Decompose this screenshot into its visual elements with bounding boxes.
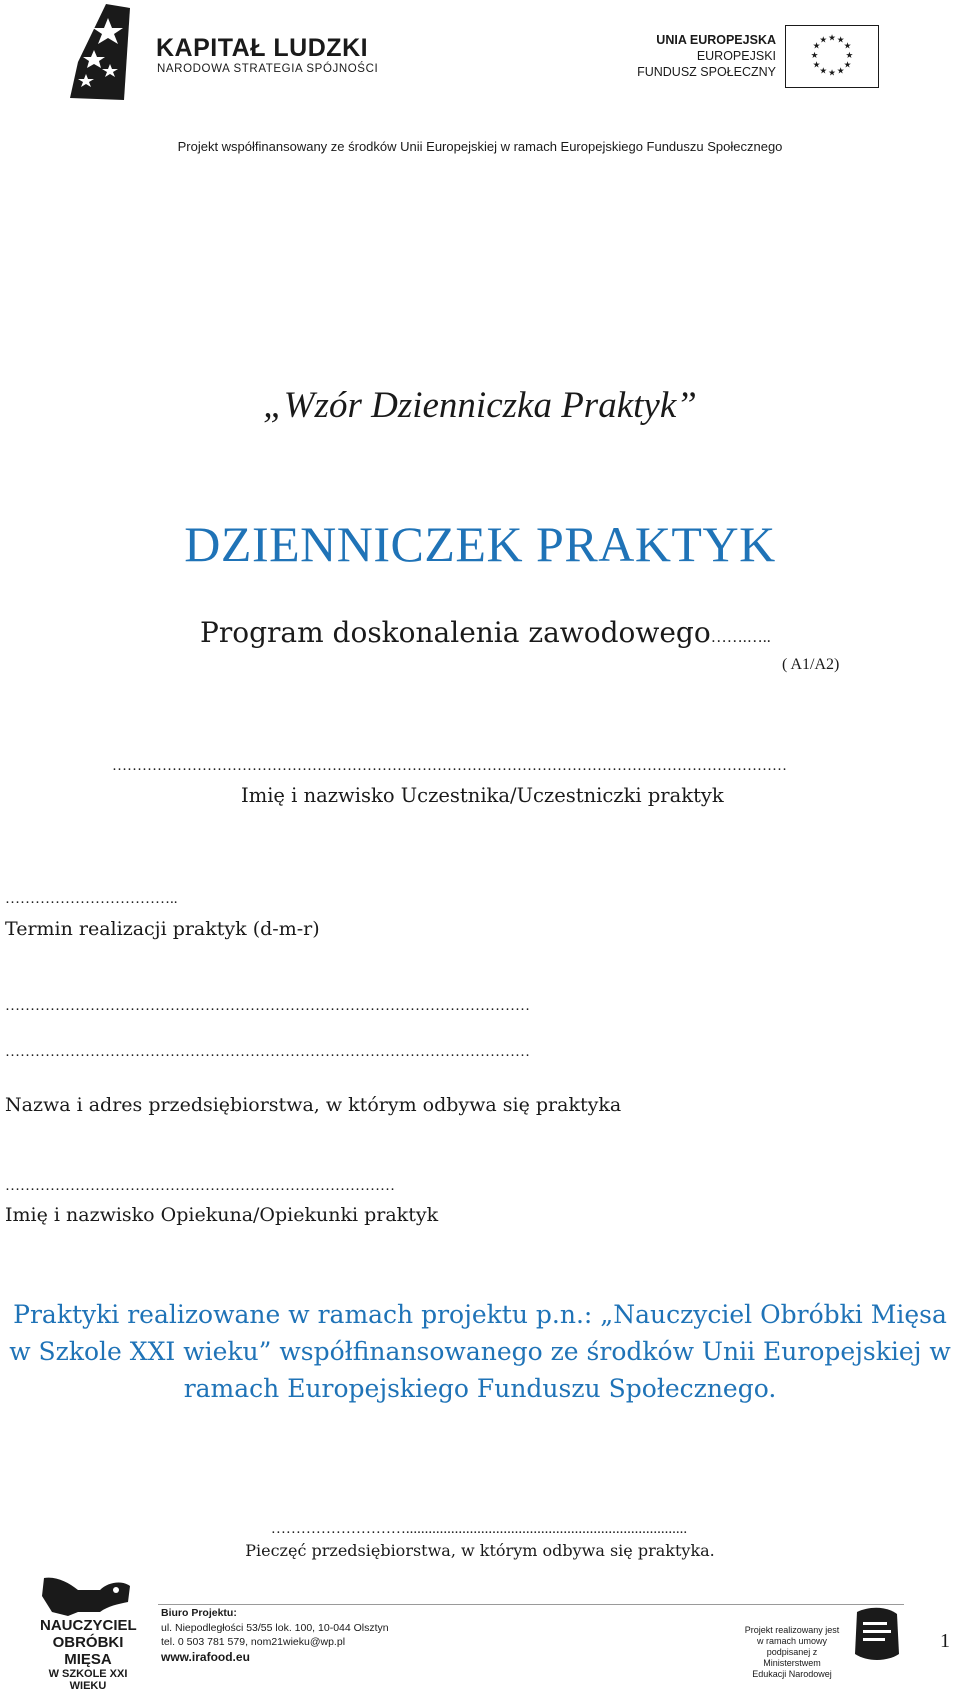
company-address-field-2[interactable]: ……………………………………………………………………………………………: [5, 1044, 530, 1060]
company-address-label: Nazwa i adres przedsiębiorstwa, w którym odbywa się praktyka: [5, 1094, 622, 1116]
office-address: ul. Niepodległości 53/55 lok. 100, 10-044 Olsztyn: [161, 1621, 389, 1634]
page-number: 1: [940, 1630, 950, 1652]
mentor-name-label: Imię i nazwisko Opiekuna/Opiekunki praktyk: [5, 1204, 439, 1226]
project-line-1: Praktyki realizowane w ramach projektu p.n.: „Nauczyciel Obróbki Mięsa: [13, 1300, 947, 1329]
project-line-3: ramach Europejskiego Funduszu Społecznego.: [183, 1374, 777, 1403]
program-label: Program doskonalenia zawodowego: [200, 616, 711, 649]
svg-text:★: ★: [845, 50, 854, 61]
svg-text:★: ★: [819, 35, 828, 46]
participant-name-field[interactable]: ………………………………………………………………………………………………………………………: [112, 758, 787, 774]
svg-text:★: ★: [828, 33, 836, 44]
company-stamp-label: Pieczęć przedsiębiorstwa, w którym odbywa się praktyka.: [245, 1541, 715, 1560]
eu-flag-icon: [785, 25, 879, 88]
ministry-line-2: w ramach umowy: [756, 1636, 828, 1646]
program-line: [200, 616, 771, 649]
svg-text:★: ★: [828, 68, 836, 79]
kapital-ludzki-title: KAPITAŁ LUDZKI: [156, 34, 369, 62]
project-logo-line-3: W SZKOLE XXI WIEKU: [48, 1668, 128, 1692]
program-level: ( A1/A2): [782, 656, 840, 673]
svg-text:★: ★: [843, 41, 852, 52]
office-contact: tel. 0 503 781 579, nom21wieku@wp.pl: [161, 1636, 346, 1648]
company-stamp-field[interactable]: ………………………...........................................................................: [270, 1521, 688, 1537]
participant-name-label: Imię i nazwisko Uczestnika/Uczestniczki praktyk: [241, 784, 724, 807]
project-logo-line-1: NAUCZYCIEL: [40, 1617, 137, 1634]
eu-line-2: EUROPEJSKI: [696, 49, 776, 63]
project-logo-line-2: OBRÓBKI MIĘSA: [52, 1634, 124, 1668]
mentor-name-field[interactable]: ……………………………………………………………………: [5, 1178, 395, 1194]
svg-text:★: ★: [819, 66, 828, 77]
cofinance-note: Projekt współfinansowany ze środków Unii Europejskiej w ramach Europejskiego Funduszu Społecznego: [177, 139, 783, 154]
eu-line-3: FUNDUSZ SPOŁECZNY: [637, 65, 776, 79]
office-website: www.irafood.eu: [161, 1649, 250, 1664]
page-title: DZIENNICZEK PRAKTYK: [184, 516, 776, 572]
office-heading: Biuro Projektu:: [161, 1607, 237, 1619]
eu-line-1: UNIA EUROPEJSKA: [656, 33, 776, 47]
project-line-2: w Szkole XXI wieku” współfinansowanego ze środków Unii Europejskiej w: [9, 1337, 951, 1366]
eu-text-block: [637, 32, 776, 80]
svg-text:★: ★: [843, 60, 852, 71]
kapital-ludzki-logo-icon: [68, 2, 132, 102]
project-statement: [0, 1296, 960, 1407]
association-logo-icon: [853, 1606, 901, 1662]
ministry-line-1: Projekt realizowany jest: [744, 1625, 840, 1635]
svg-text:★: ★: [812, 41, 821, 52]
project-office-info: [161, 1606, 389, 1664]
template-title: „Wzór Dzienniczka Praktyk”: [263, 385, 697, 426]
svg-text:★: ★: [836, 35, 845, 46]
ministry-line-4: Edukacji Narodowej: [752, 1669, 832, 1679]
kapital-ludzki-subtitle: NARODOWA STRATEGIA SPÓJNOŚCI: [157, 63, 379, 75]
ministry-note: [740, 1625, 844, 1680]
svg-text:★: ★: [836, 66, 845, 77]
project-logo-text: [40, 1617, 136, 1692]
term-field[interactable]: ……………………………..: [5, 891, 178, 907]
program-dots: …….…..: [710, 629, 771, 646]
ministry-line-3: podpisanej z Ministerstwem: [763, 1647, 821, 1668]
company-address-field-1[interactable]: ……………………………………………………………………………………………: [5, 998, 530, 1014]
term-label: Termin realizacji praktyk (d-m-r): [5, 918, 320, 940]
svg-text:★: ★: [812, 60, 821, 71]
footer-divider: [158, 1604, 904, 1605]
svg-text:★: ★: [810, 50, 819, 61]
